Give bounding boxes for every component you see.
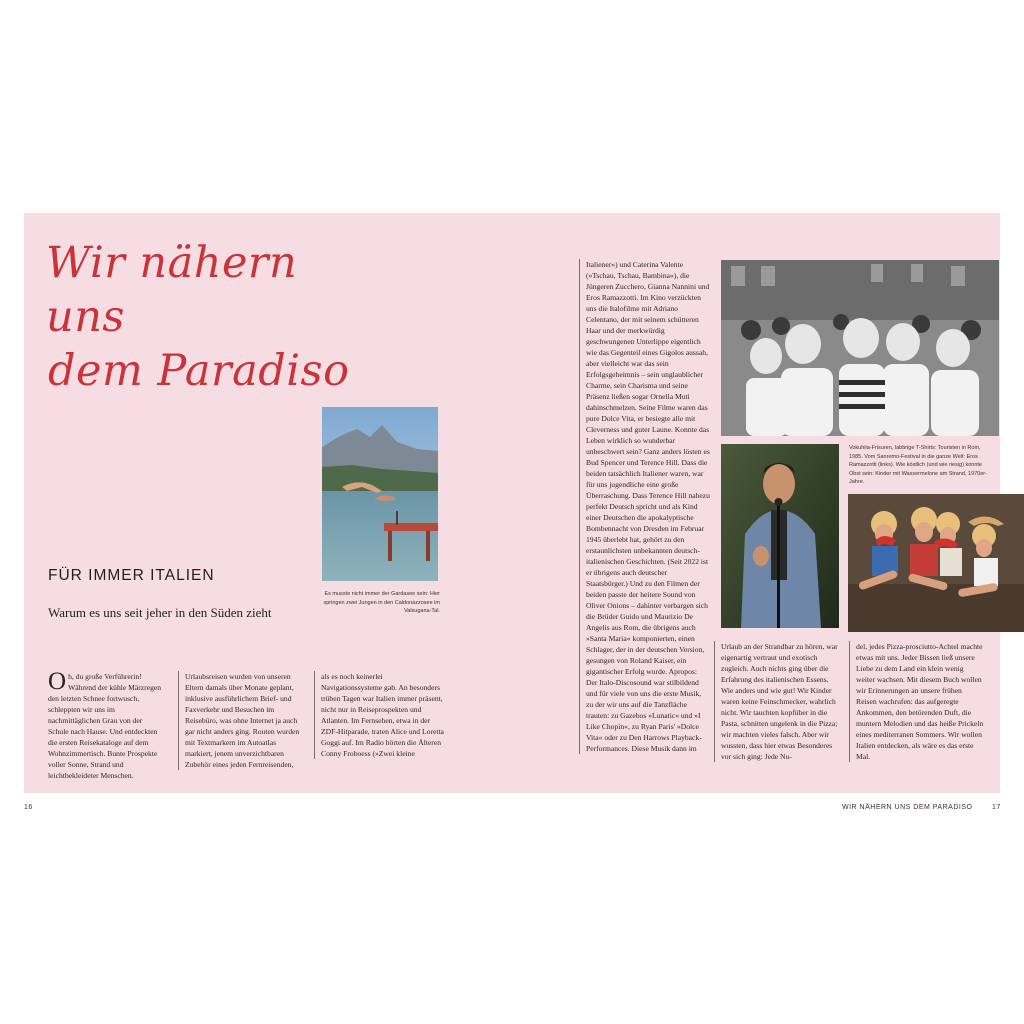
- body-column-3: [314, 671, 445, 759]
- eros-ramazzotti-photo: [721, 444, 839, 628]
- rome-tourists-photo: [721, 260, 999, 436]
- section-heading: FÜR IMMER ITALIEN: [48, 567, 215, 584]
- col3-text: als es noch keinerlei Navigationssysteme gab. An besonders trüben Tagen war Italien immer präsent, nicht nur in Reiseprospekten und Atlanten. Im Fernsehen, etwa in der ZDF-Hitparade, traten Alice und Loretta Goggi auf. Im Radio hörten die Älteren Conny Froboess (»Zwei kleine: [321, 672, 444, 758]
- title-line-2: dem Paradiso: [48, 346, 350, 396]
- page-number-left: 16: [24, 804, 33, 811]
- col2-text: Urlaubsreisen wurden von unseren Eltern damals über Monate geplant, inklusive ausführlichem Brief- und Faxverkehr und Besuchen im Reisebüro, was ohne Internet ja auch gar nicht anders ging. Routen wurden mit Textmarkern im Autoatlas markiert, jenem unverzichtbaren Zubehör eines jeden Fernreisenden,: [185, 672, 300, 769]
- body-column-4: [579, 259, 710, 754]
- col1-text: h, du große Verführerin! Während der kühle Märzregen den letzten Schnee fortwusch, schleppten wir uns im nachmittäglichen Grau von der Schule nach Hause. Und entdeckten die ersten Reisekataloge auf dem Wohnzimmertisch. Bunte Prospekte voller Sonne, Strand und leichtbekleideter Menschen.: [48, 672, 162, 780]
- body-column-6: [849, 641, 984, 762]
- col6-text: del, jedes Pizza-prosciutto-Achtel machte etwas mit uns. Jeder Bissen ließ unsere Liebe zu dem Land ein klein wenig weiter wachsen. Mit diesem Buch wollen wir Erinnerungen an unsere frühen Reisen wachrufen: das aufgeregte Ankommen, den betörenden Duft, die muntern Melodien und das heiße Prickeln eines mediterranen Sommers. Wir wollen Italien entdecken, als wäre es das erste Mal.: [856, 642, 984, 761]
- col4-text: Italiener«) und Caterina Valente (»Tschau, Tschau, Bambina«), die Jüngeren Zucchero, Gianna Nannini und Eros Ramazzotti. Im Kino verzückten uns die Italofilme mit Adriano Celentano, der mit seinem schütteren Haar und der merkwürdig geschwungenen Unterlippe eigentlich wie das Gegenteil eines Gigolos aussah, aber vielleicht war das sein Erfolgsgeheimnis – sein unglaublicher Charme, sein Charisma und seine Präsenz ließen sogar Ornella Muti dahinschmelzen. Seine Filme waren das pure Dolce Vita, er besiegte alle mit Cleverness und guter Laune. Konnte das Leben wirklich so wunderbar unbeschwert sein? Ganz anders lösten es Bud Spencer und Terence Hill. Dass die beiden tatsächlich Italiener waren, war für uns jugendliche eine große Überraschung. Dass Terence Hill nahezu perfekt Deutsch spricht und als Kind einer Deutschen die apokalyptische Bombennacht von Dresden im Februar 1945 überlebt hat, gehört zu den erstaunlichsten unbekannten deutsch-italienischen Geschichten. (Seit 2022 ist er übrigens auch deutscher Staatsbürger.) Und zu den Filmen der beiden passte der heitere Sound von Oliver Onions – dahinter verbargen sich die Brüder Guido und Maurizio De Angelis aus Rom, die übrigens auch »Santa Maria« komponierten, einen Schlager, der in der deutschen Version, gesungen von Roland Kaiser, ein gigantischer Erfolg wurde. Apropos: Der Italo-Discosound war stilbildend und für viele von uns die erste Musik, zu der wir uns auf die Tanzfläche trauten: zu Gazebos »Lunatic« und »I Like Chopin«, zu Ryan Paris' »Dolce Vita« oder zu Den Harrows Playback-Performances. Diese Musik dann im: [586, 260, 710, 753]
- body-column-2: [178, 671, 303, 770]
- lake-diving-photo: [322, 407, 438, 581]
- section-subtitle: Warum es uns seit jeher in den Süden zieht: [48, 605, 272, 620]
- running-head: WIR NÄHERN UNS DEM PARADISO: [842, 804, 973, 811]
- body-column-5: [714, 641, 841, 762]
- col5-text: Urlaub an der Strandbar zu hören, war eigenartig vertraut und exotisch zugleich. Auch nichts ging über die Erfahrung des italienischen Essens. Wie anders und wie gut! Wir Kinder waren keine Feinschmecker, wahrlich nicht. Wir tauchten kopfüber in die Pasta, schnitten ungelenk in die Pizza; wir machten vieles falsch. Aber wir wussten, dass hier etwas Besonderes vor sich ging: Jede Nu-: [721, 642, 838, 761]
- lake-photo-caption: Es musste nicht immer der Gardasee sein: Hier springen zwei Jungen in den Caldonazzosee im Valsugana-Tal.: [323, 591, 440, 614]
- right-photos-caption: Vokuhila-Frisuren, labbrige T-Shirts: Touristen in Rom, 1985. Vom Sanremo-Festival in die ganze Welt: Eros Ramazzotti (links). Wie köstlich (und wie riesig) konnte Obst sein: Kinder mit Wassermelone am Strand, 1970er-Jahre.: [849, 445, 987, 485]
- kids-watermelon-photo: [848, 494, 1024, 632]
- page-number-right: 17: [992, 804, 1001, 811]
- title-line-1: Wir nähern uns: [46, 238, 298, 342]
- drop-cap: O: [48, 668, 67, 695]
- chapter-title: [46, 236, 376, 398]
- body-column-1: [48, 668, 164, 781]
